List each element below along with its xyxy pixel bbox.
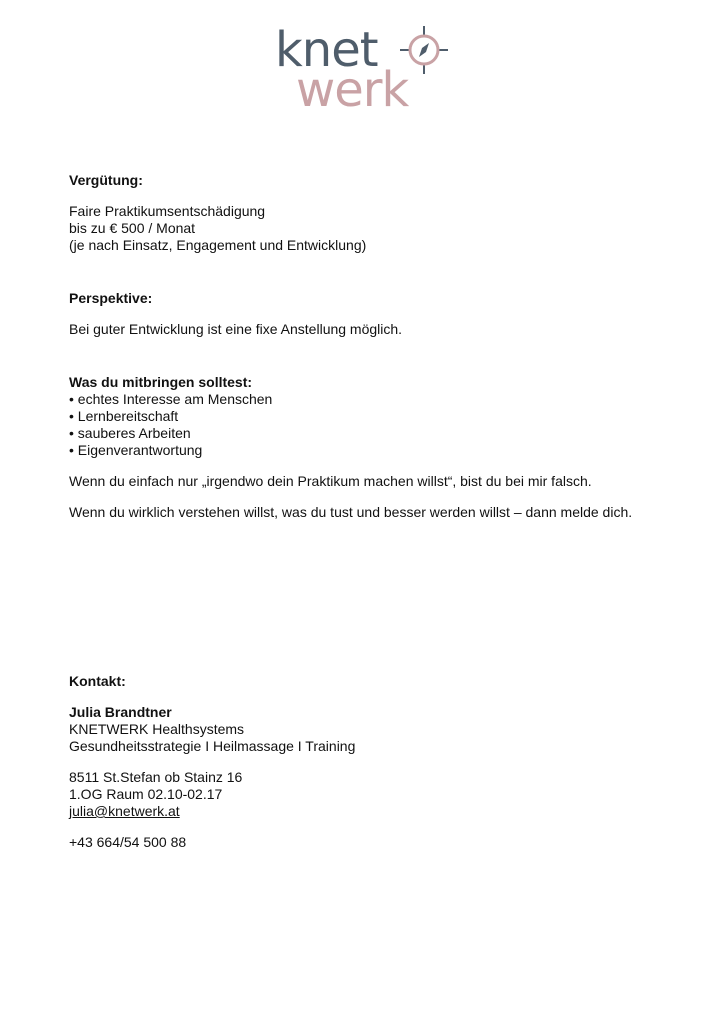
- mitbringen-heading: Was du mitbringen solltest:: [69, 374, 253, 390]
- verguetung-heading: Vergütung:: [69, 172, 143, 188]
- contact-address-line2: 1.OG Raum 02.10-02.17: [69, 786, 223, 802]
- main-content: [69, 172, 669, 521]
- contact-address-line1: 8511 St.Stefan ob Stainz 16: [69, 769, 243, 785]
- list-item: • echtes Interesse am Menschen: [69, 391, 669, 408]
- contact-section: [69, 673, 669, 851]
- verguetung-line: (je nach Einsatz, Engagement und Entwicklung): [69, 237, 367, 253]
- logo-word-werk: werk: [296, 62, 409, 118]
- contact-name: Julia Brandtner: [69, 704, 172, 720]
- logo-word-knet: knet: [275, 22, 378, 78]
- contact-company: KNETWERK Healthsystems: [69, 721, 245, 737]
- contact-email-link[interactable]: julia@knetwerk.at: [69, 803, 180, 819]
- perspektive-heading: Perspektive:: [69, 290, 153, 306]
- verguetung-line: bis zu € 500 / Monat: [69, 220, 196, 236]
- perspektive-text: Bei guter Entwicklung ist eine fixe Anstellung möglich.: [69, 321, 403, 337]
- contact-heading: Kontakt:: [69, 673, 126, 689]
- paragraph-melde-dich: Wenn du wirklich verstehen willst, was du tust und besser werden willst – dann melde dich.: [69, 504, 633, 520]
- contact-phone: +43 664/54 500 88: [69, 834, 187, 850]
- requirements-list: [69, 391, 669, 459]
- list-item: • Lernbereitschaft: [69, 408, 669, 425]
- paragraph-falsch: Wenn du einfach nur „irgendwo dein Praktikum machen willst“, bist du bei mir falsch.: [69, 473, 592, 489]
- knetwerk-logo: [274, 22, 454, 118]
- verguetung-line: Faire Praktikumsentschädigung: [69, 203, 266, 219]
- contact-email-row: [69, 803, 669, 820]
- verguetung-block: [69, 203, 669, 254]
- compass-icon: [398, 24, 450, 76]
- list-item: • Eigenverantwortung: [69, 442, 669, 459]
- contact-services: Gesundheitsstrategie I Heilmassage I Training: [69, 738, 356, 754]
- list-item: • sauberes Arbeiten: [69, 425, 669, 442]
